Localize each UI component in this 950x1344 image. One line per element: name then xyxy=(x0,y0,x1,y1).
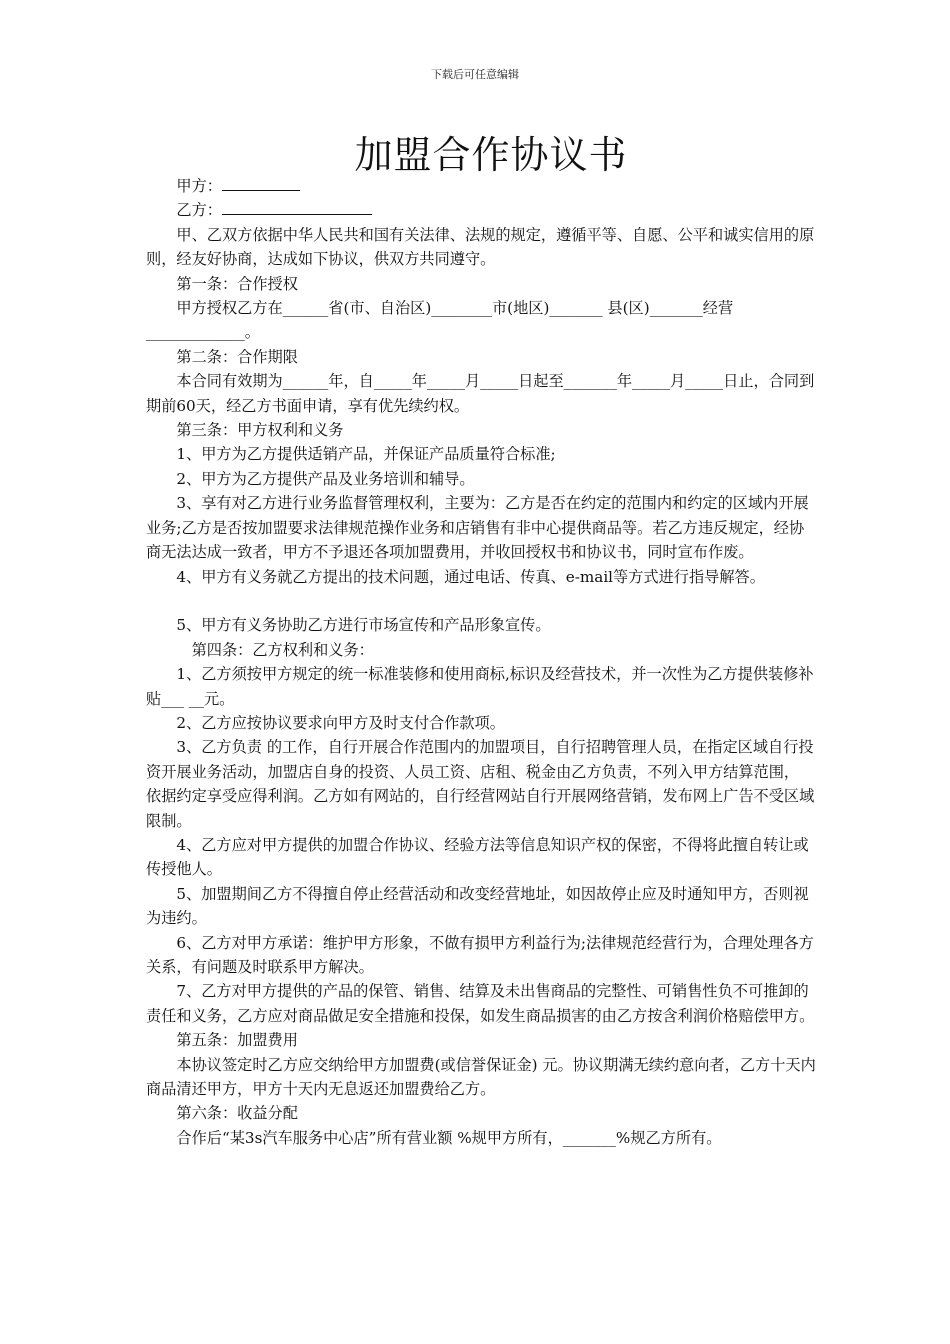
article-2-paragraph: 本合同有效期为______年，自_____年_____月_____日起至_______年_____月_____日止，合同到期前60天，经乙方书面申请，享有优先续约权。 xyxy=(146,372,815,415)
article-3-item-3: 3、享有对乙方进行业务监督管理权利，主要为：乙方是否在约定的范围内和约定的区域内开展业务;乙方是否按加盟要求法律规范操作业务和店销售有非中心提供商品等。若乙方违反规定，经协商无法达成一致者，甲方不予退还各项加盟费用，并收回授权书和协议书，同时宣布作废。 xyxy=(146,494,809,562)
document-title: 加盟合作协议书 xyxy=(354,133,628,177)
party-a-label: 甲方： xyxy=(176,177,222,195)
article-4-item-1: 1、乙方须按甲方规定的统一标准装修和使用商标,标识及经营技术，并一次性为乙方提供装修补贴___ __元。 xyxy=(146,665,814,708)
article-4-item-4: 4、乙方应对甲方提供的加盟合作协议、经验方法等信息知识产权的保密，不得将此擅自转让或传授他人。 xyxy=(146,835,809,879)
article-5-heading: 第五条：加盟费用 xyxy=(176,1031,298,1050)
article-3-item-5: 5、甲方有义务协助乙方进行市场宣传和产品形象宣传。 xyxy=(176,616,551,635)
article-3-item-1: 1、甲方为乙方提供适销产品，并保证产品质量符合标准; xyxy=(176,445,556,464)
article-4-heading: 第四条：乙方权利和义务： xyxy=(191,640,374,659)
article-4-item-5: 5、加盟期间乙方不得擅自停止经营活动和改变经营地址，如因故停止应及时通知甲方，否则视为违约。 xyxy=(146,884,809,928)
party-a-line xyxy=(146,174,818,198)
article-4-item-2: 2、乙方应按协议要求向甲方及时支付合作款项。 xyxy=(176,713,505,732)
header-note: 下载后可任意编辑 xyxy=(431,68,519,81)
article-2-heading: 第二条：合作期限 xyxy=(176,347,298,366)
party-b-blank xyxy=(222,200,372,215)
document-body xyxy=(146,174,848,1150)
article-5-paragraph: 本协议签定时乙方应交纳给甲方加盟费(或信誉保证金) 元。协议期满无续约意向者，乙方十天内商品清还甲方，甲方十天内无息返还加盟费给乙方。 xyxy=(146,1055,816,1099)
preamble-paragraph: 甲、乙双方依据中华人民共和国有关法律、法规的规定，遵循平等、自愿、公平和诚实信用的原则，经友好协商，达成如下协议，供双方共同遵守。 xyxy=(146,225,815,269)
article-4-item-7: 7、乙方对甲方提供的产品的保管、销售、结算及未出售商品的完整性、可销售性负不可推卸的责任和义务，乙方应对商品做足安全措施和投保，如发生商品损害的由乙方按含利润价格赔偿甲方。 xyxy=(146,982,815,1025)
party-b-label: 乙方： xyxy=(176,201,222,220)
blank-line-spacer xyxy=(146,589,818,613)
article-3-item-2: 2、甲方为乙方提供产品及业务培训和辅导。 xyxy=(176,469,475,488)
party-b-line xyxy=(146,198,818,222)
article-1-paragraph: 甲方授权乙方在______省(市、自治区)________市(地区)_______ 县(区)_______经营_____________。 xyxy=(146,299,734,342)
article-4-item-3: 3、乙方负责 的工作，自行开展合作范围内的加盟项目，自行招聘管理人员，在指定区域自行投资开展业务活动，加盟店自身的投资、人员工资、店租、税金由乙方负责，不列入甲方结算范围， 依据约定享受应得利润。乙方如有网站的，自行经营网站自行开展网络营销，发布网上广告不受区域限制。 xyxy=(146,738,848,830)
article-1-heading: 第一条：合作授权 xyxy=(176,274,298,293)
article-6-heading: 第六条：收益分配 xyxy=(176,1104,298,1123)
article-4-item-6: 6、乙方对甲方承诺：维护甲方形象，不做有损甲方利益行为;法律规范经营行为，合理处理各方关系，有问题及时联系甲方解决。 xyxy=(146,933,814,976)
article-3-item-4: 4、甲方有义务就乙方提出的技术问题，通过电话、传真、e-mail等方式进行指导解答。 xyxy=(176,567,765,586)
party-a-blank xyxy=(222,176,300,191)
article-3-heading: 第三条：甲方权利和义务 xyxy=(176,421,344,440)
article-6-paragraph: 合作后“某3s汽车服务中心店”所有营业额 %规甲方所有，_______%规乙方所有。 xyxy=(176,1128,722,1147)
